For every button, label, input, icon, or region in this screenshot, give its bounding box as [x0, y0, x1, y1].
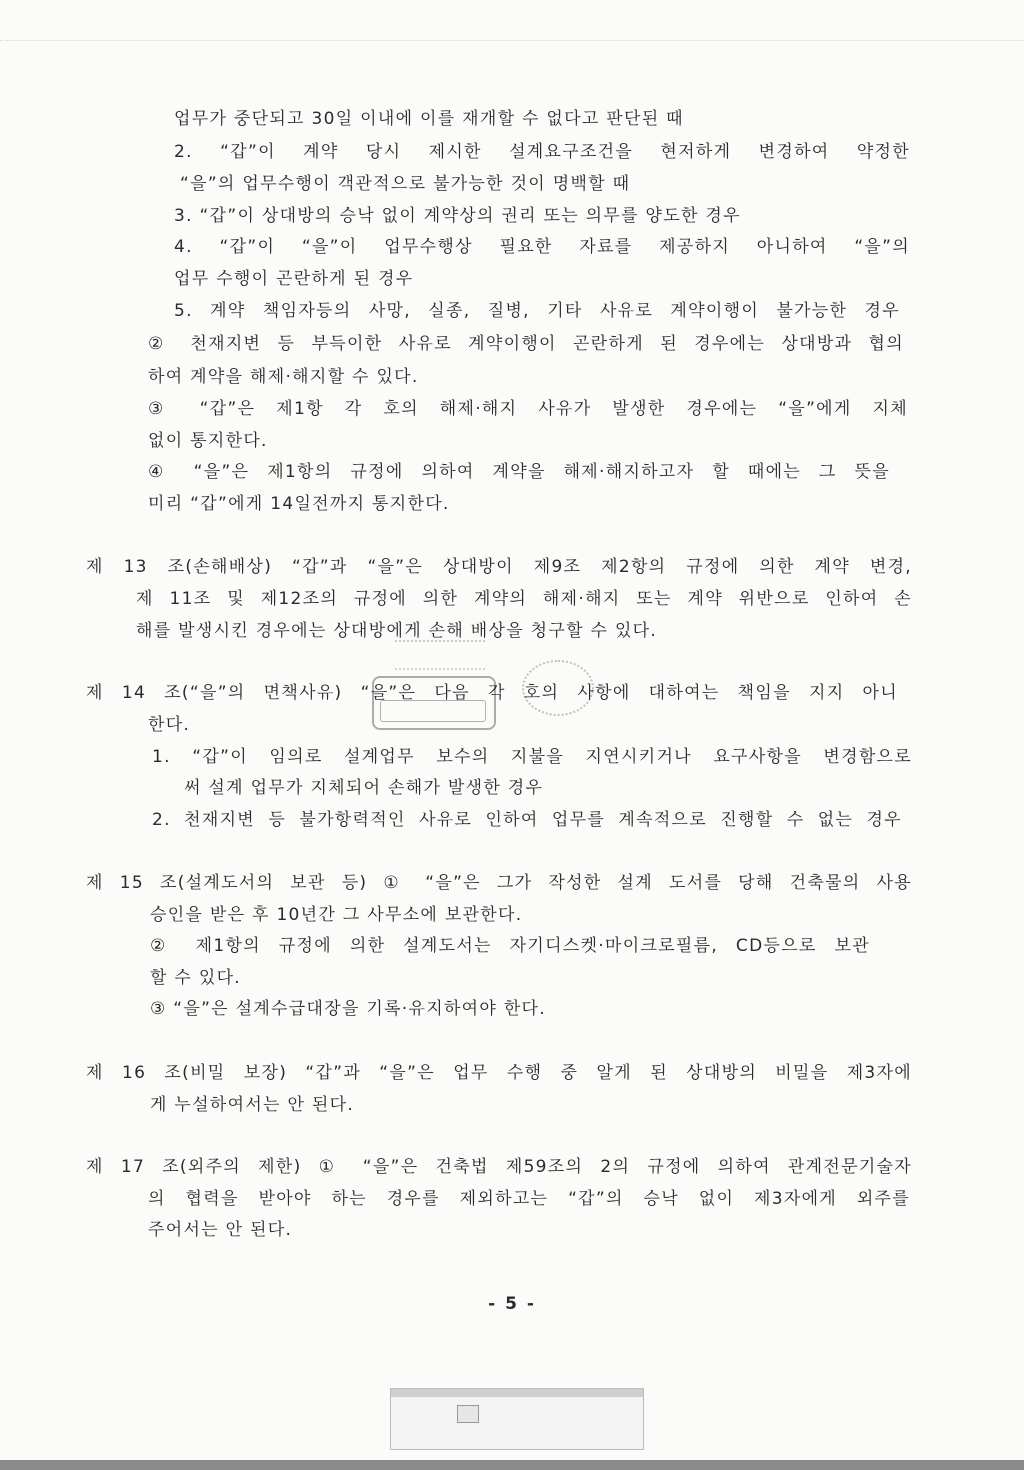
text-line: 업무가 중단되고 30일 이내에 이를 재개할 수 없다고 판단된 때 [174, 109, 684, 129]
text-line: 승인을 받은 후 10년간 그 사무소에 보관한다. [150, 905, 523, 925]
scan-bottom-edge [0, 1460, 1024, 1470]
text-line: 업무 수행이 곤란하게 된 경우 [174, 269, 414, 289]
text-line: 미리 “갑”에게 14일전까지 통지한다. [148, 494, 450, 514]
text-line: 할 수 있다. [150, 968, 241, 988]
text-line: 한다. [148, 715, 191, 735]
text-line: 3. “갑”이 상대방의 승낙 없이 계약상의 권리 또는 의무를 양도한 경우 [174, 206, 741, 226]
text-line: 해를 발생시킨 경우에는 상대방에게 손해 배상을 청구할 수 있다. [136, 621, 658, 641]
text-line: 주어서는 안 된다. [148, 1220, 293, 1240]
article-15-heading: 제 15 조(설계도서의 보관 등) ① “을”은 그가 작성한 설계 도서를 당해 건축물의 사용 [86, 873, 912, 893]
text-line: 4. “갑”이 “을”이 업무수행상 필요한 자료를 제공하지 아니하여 “을”의 [174, 237, 910, 257]
text-line: ② 천재지변 등 부득이한 사유로 계약이행이 곤란하게 된 경우에는 상대방과 협의 [148, 334, 904, 354]
text-line: “을”의 업무수행이 객관적으로 불가능한 것이 명백할 때 [180, 174, 631, 194]
text-line: 의 협력을 받아야 하는 경우를 제외하고는 “갑”의 승낙 없이 제3자에게 외주를 [148, 1189, 910, 1209]
text-line: ② 제1항의 규정에 의한 설계도서는 자기디스켓·마이크로필름, CD등으로 보관 [150, 936, 870, 956]
article-17-heading: 제 17 조(외주의 제한) ① “을”은 건축법 제59조의 2의 규정에 의하여 관계전문기술자 [86, 1157, 912, 1177]
text-line: 2. 천재지변 등 불가항력적인 사유로 인하여 업무를 계속적으로 진행할 수 없는 경우 [152, 810, 902, 830]
text-line: 하여 계약을 해제·해지할 수 있다. [148, 367, 419, 387]
text-line: 게 누설하여서는 안 된다. [150, 1095, 355, 1115]
text-line: ③ “을”은 설계수급대장을 기록·유지하여야 한다. [150, 999, 546, 1019]
footer-tab [390, 1388, 644, 1450]
text-line: 5. 계약 책임자등의 사망, 실종, 질병, 기타 사유로 계약이행이 불가능한 경우 [174, 301, 900, 321]
text-line: 1. “갑”이 임의로 설계업무 보수의 지불을 지연시키거나 요구사항을 변경함으로 [152, 747, 912, 767]
text-line: 없이 통지한다. [148, 431, 268, 451]
text-line: ③ “갑”은 제1항 각 호의 해제·해지 사유가 발생한 경우에는 “을”에게 지체 [148, 399, 908, 419]
text-line: 써 설계 업무가 지체되어 손해가 발생한 경우 [184, 778, 544, 798]
article-14-heading: 제 14 조(“을”의 면책사유) “을”은 다음 각 호의 사항에 대하여는 책임을 지지 아니 [86, 683, 898, 703]
binder-clip-icon [457, 1405, 479, 1423]
text-line: ④ “을”은 제1항의 규정에 의하여 계약을 해제·해지하고자 할 때에는 그 뜻을 [148, 462, 890, 482]
text-line: 2. “갑”이 계약 당시 제시한 설계요구조건을 현저하게 변경하여 약정한 [174, 142, 910, 162]
scan-edge [0, 40, 1024, 61]
stamp-smudge [395, 640, 485, 670]
article-16-heading: 제 16 조(비밀 보장) “갑”과 “을”은 업무 수행 중 알게 된 상대방의 비밀을 제3자에 [86, 1063, 912, 1083]
text-line: 제 11조 및 제12조의 규정에 의한 계약의 해제·해지 또는 계약 위반으로 인하여 손 [136, 589, 912, 609]
article-13-heading: 제 13 조(손해배상) “갑”과 “을”은 상대방이 제9조 제2항의 규정에 의한 계약 변경, [86, 557, 912, 577]
page-number: - 5 - [488, 1294, 536, 1314]
